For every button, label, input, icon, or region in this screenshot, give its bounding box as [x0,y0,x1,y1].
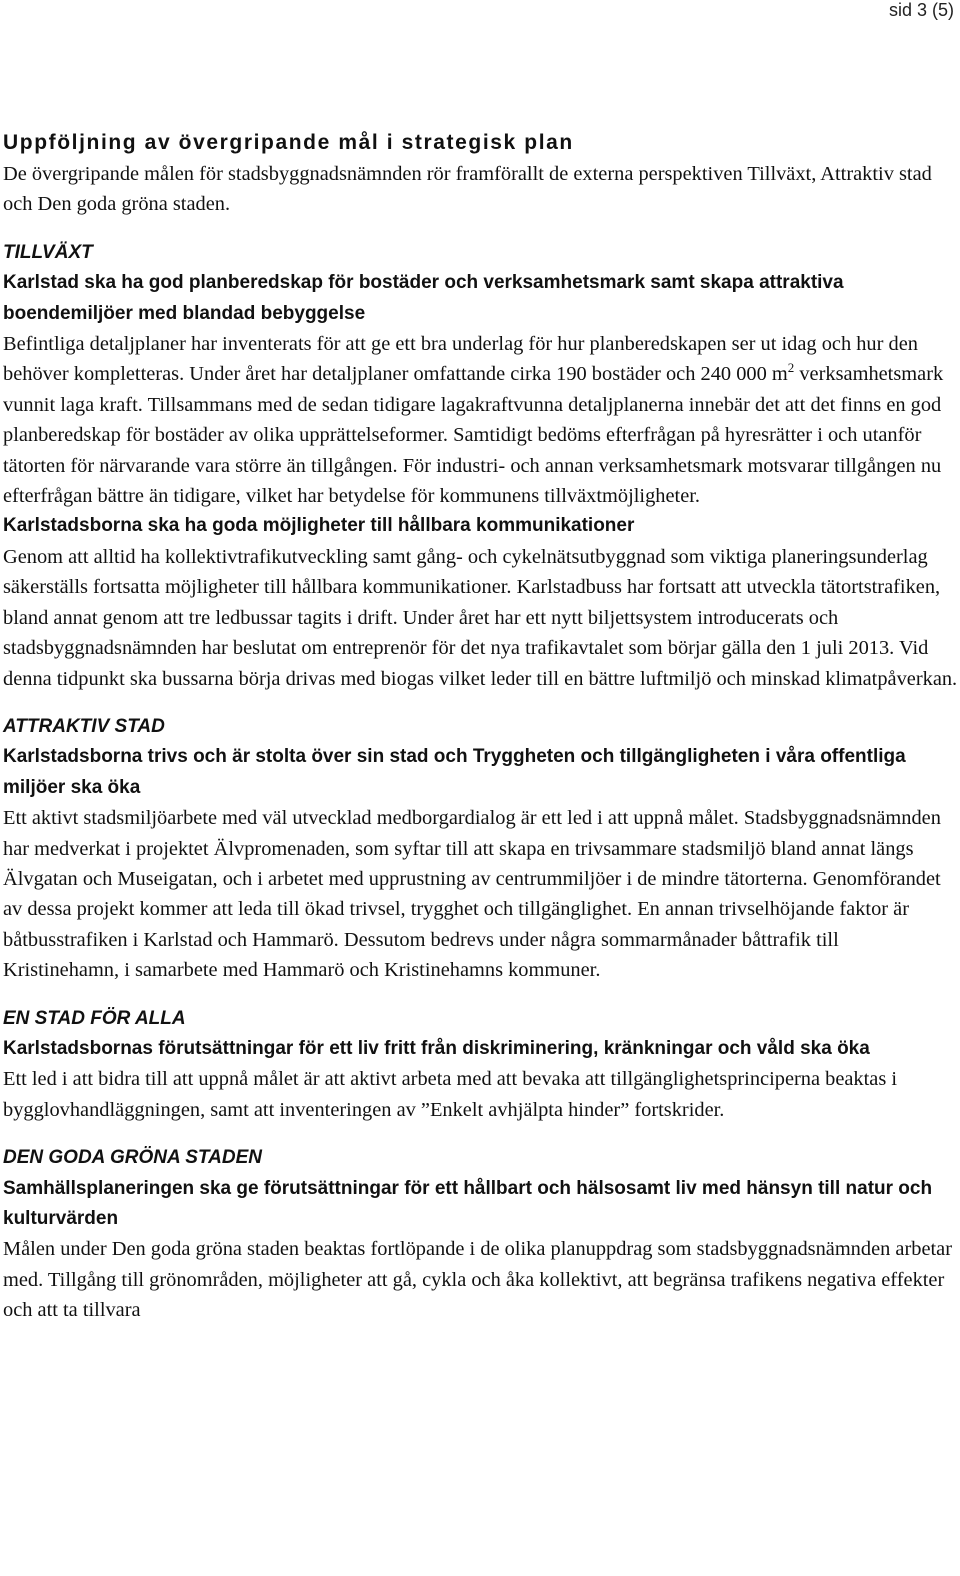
goal-heading: Karlstadsborna ska ha goda möjligheter till hållbara kommunikationer [3,515,635,537]
goal-text: Ett aktivt stadsmiljöarbete med väl utvecklad medborgardialog är ett led i att uppnå målet. Stadsbyggnadsnämnden har medverkat i projektet Älvpromenaden, som syftar till att skapa en trivsammare stadsmiljö bland annat längs Älvgatan och Museigatan, och i arbetet med upprustning av centrummiljöer i de mindre tätorterna. Genomförandet av dessa projekt kommer att leda till ökad trivsel, trygghet och tillgänglighet. En annan trivselhöjande faktor är båtbusstrafiken i Karlstad och Hammarö. Dessutom bedrevs under några sommarmånader båttrafik till Kristinehamn, i samarbete med Hammarö och Kristinehamns kommuner. [3,807,941,982]
section-attraktiv-stad [3,712,958,986]
document-title: Uppföljning av övergripande mål i strategisk plan [3,131,574,154]
section-den-goda-grona-staden [3,1143,958,1325]
goal-text-part: verksamhetsmark vunnit laga kraft. Tillsammans med de sedan tidigare lagakraftvunna detaljplanerna innebär det att det finns en god planberedskap för bostäder av olika upprättelseformer. Samtidigt bedöms efterfrågan på hyresrätter i och utanför tätorten för närvarande vara större än tillgången. För industri- och annan verksamhetsmark motsvarar tillgången nu efterfrågan bättre än tidigare, vilket har betydelse för kommunens tillväxtmöjligheter. [3,363,944,508]
section-label: DEN GODA GRÖNA STADEN [3,1147,262,1169]
goal-text: Genom att alltid ha kollektivtrafikutveckling samt gång- och cykelnätsutbyggnad som viktiga planeringsunderlag säkerställs fortsatta möjligheter till hållbara kommunikationer. Karlstadbuss har fortsatt att utveckla tätortstrafiken, bland annat genom att tre ledbussar tagits i drift. Under året har ett nytt biljettsystem introducerats och stadsbyggnadsnämnden har beslutat om entreprenör för det nya trafikavtalet som börjar gälla den 1 juli 2013. Vid denna tidpunkt ska bussarna börja drivas med biogas vilket leder till en bättre luftmiljö och minskad klimatpåverkan. [3,545,958,690]
goal-heading: Samhällsplaneringen ska ge förutsättningar för ett hållbart och hälsosamt liv med hänsyn till natur och kulturvärden [3,1177,933,1229]
goal-heading: Karlstadsborna trivs och är stolta över sin stad och Tryggheten och tillgängligheten i våra offentliga miljöer ska öka [3,746,906,798]
section-label: TILLVÄXT [3,241,93,263]
goal-text: Målen under Den goda gröna staden beaktas fortlöpande i de olika planuppdrag som stadsbyggnadsnämnden arbetar med. Tillgång till grönområden, möjligheter att gå, cykla och åka kollektivt, att begränsa trafikens negativa effekter och att ta tillvara [3,1238,953,1322]
goal-text [3,329,958,511]
section-label: ATTRAKTIV STAD [3,715,165,737]
document-body [3,127,958,1326]
section-tillvaxt [3,238,958,694]
superscript: 2 [787,359,795,375]
goal-text-part: Befintliga detaljplaner har inventerats för att ge ett bra underlag för hur planberedskapen ser ut idag och hur den behöver kompletteras. Under året har detaljplaner omfattande cirka 190 bostäder och 240 000 m [3,333,918,386]
section-label: EN STAD FÖR ALLA [3,1007,186,1029]
section-en-stad-for-alla [3,1004,958,1126]
goal-heading: Karlstadsbornas förutsättningar för ett liv fritt från diskriminering, kränkningar och våld ska öka [3,1037,870,1059]
goal-heading: Karlstad ska ha god planberedskap för bostäder och verksamhetsmark samt skapa attraktiva boendemiljöer med blandad bebyggelse [3,272,844,324]
page-number: sid 3 (5) [888,0,954,20]
intro-paragraph: De övergripande målen för stadsbyggnadsnämnden rör framförallt de externa perspektiven Tillväxt, Attraktiv stad och Den goda gröna staden. [3,163,932,216]
goal-text: Ett led i att bidra till att uppnå målet är att aktivt arbeta med att bevaka att tillgänglighetsprinciperna beaktas i bygglovhandläggningen, samt att inventeringen av ”Enkelt avhjälpta hinder” fortskrider. [3,1068,898,1121]
